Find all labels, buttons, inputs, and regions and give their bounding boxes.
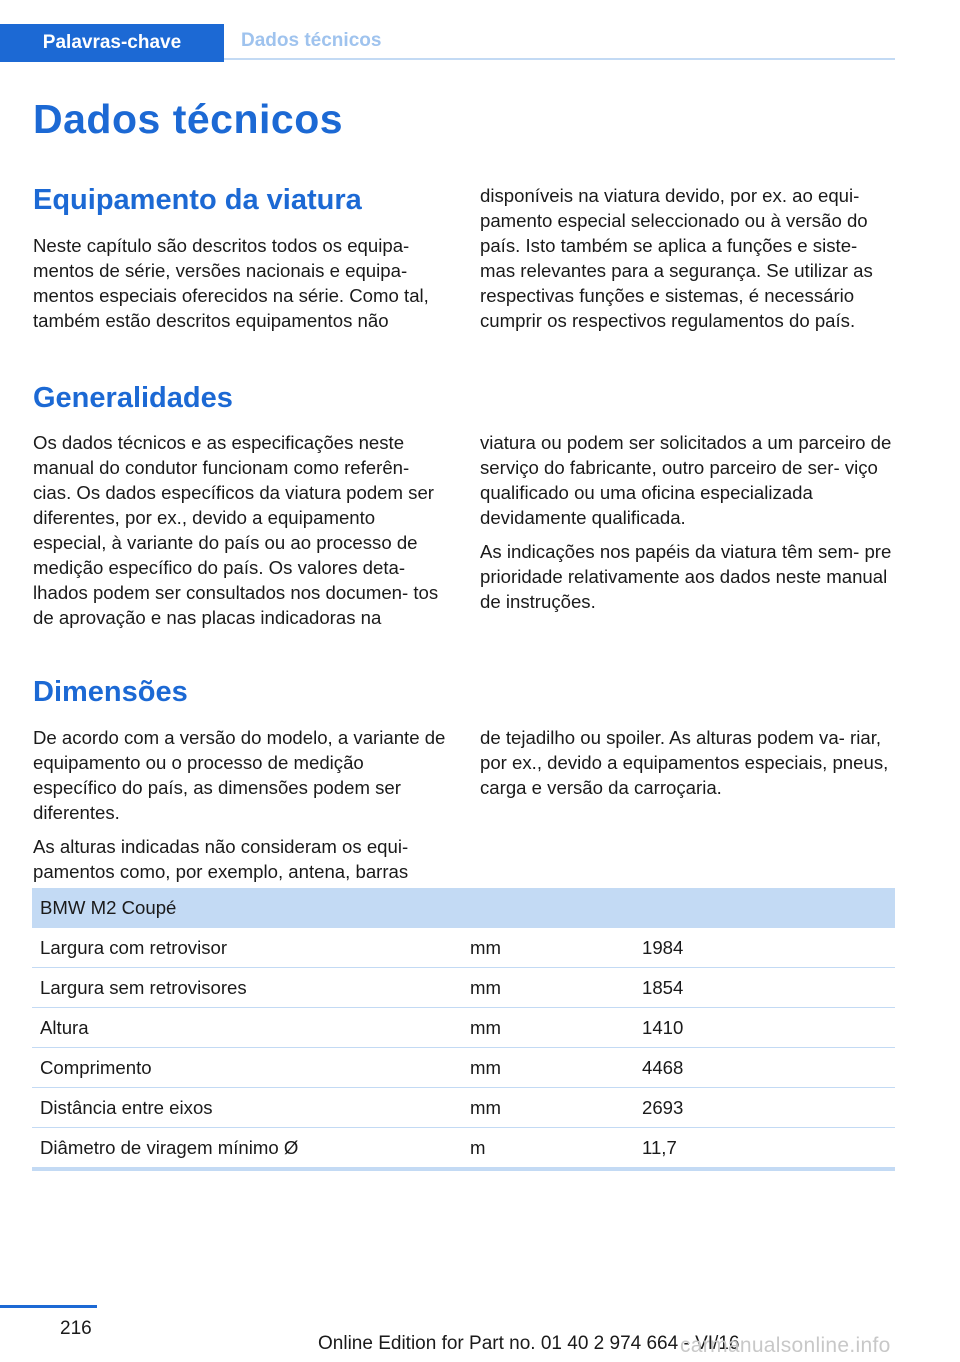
table-row (32, 968, 895, 1008)
row-value: 1984 (634, 928, 895, 968)
row-label: Diâmetro de viragem mínimo Ø (32, 1128, 462, 1170)
row-label: Distância entre eixos (32, 1088, 462, 1128)
row-unit: mm (462, 1048, 634, 1088)
paragraph: viatura ou podem ser solicitados a um parceiro de serviço do fabricante, outro parceiro de ser- viço qualificado ou uma oficina especializada devidamente qualificada. (480, 432, 892, 528)
row-unit: m (462, 1128, 634, 1170)
dimensoes-right-column (480, 725, 895, 809)
table-header-row (32, 888, 895, 928)
paragraph: Os dados técnicos e as especificações neste manual do condutor funcionam como referên- cias. Os dados específicos da viatura podem ser diferentes, por ex., devido a equipamento especial, à variante do país ou ao processo de medição específico do país. Os valores deta- lhados podem ser consultados nos documen- tos de aprovação e nas placas indicadoras na (33, 432, 439, 628)
table-row (32, 1048, 895, 1088)
dimensoes-left-column (33, 725, 448, 893)
row-label: Largura sem retrovisores (32, 968, 462, 1008)
paragraph: disponíveis na viatura devido, por ex. ao equi- pamento especial seleccionado ou à versão do país. Isto também se aplica a funções e siste- mas relevantes para a segurança. Se utilizar as respectivas funções e sistemas, é necessário cumprir os respectivos regulamentos do país. (480, 185, 873, 331)
row-value: 4468 (634, 1048, 895, 1088)
page-title: Dados técnicos (33, 96, 344, 142)
row-value: 2693 (634, 1088, 895, 1128)
equipamento-left-column (33, 233, 448, 342)
paragraph: As alturas indicadas não consideram os equi- pamentos como, por exemplo, antena, barras (33, 836, 409, 882)
generalidades-right-column (480, 430, 895, 623)
row-unit: mm (462, 1088, 634, 1128)
row-label: Altura (32, 1008, 462, 1048)
heading-equipamento: Equipamento da viatura (33, 184, 362, 216)
row-unit: mm (462, 968, 634, 1008)
tab-dados-tecnicos[interactable]: Dados técnicos (224, 24, 895, 60)
tab-palavras-chave[interactable]: Palavras-chave (0, 24, 224, 62)
equipamento-right-column (480, 183, 895, 342)
heading-dimensoes: Dimensões (33, 676, 188, 708)
generalidades-left-column (33, 430, 448, 639)
header-bar (0, 24, 895, 62)
row-unit: mm (462, 928, 634, 968)
table-row (32, 1008, 895, 1048)
table-row (32, 1088, 895, 1128)
table-row (32, 1128, 895, 1170)
page-number: 216 (60, 1318, 92, 1339)
row-label: Comprimento (32, 1048, 462, 1088)
paragraph: De acordo com a versão do modelo, a variante de equipamento ou o processo de medição específico do país, as dimensões podem ser diferentes. (33, 727, 446, 823)
edition-text: Online Edition for Part no. 01 40 2 974 664 - VI/16 (318, 1333, 740, 1354)
watermark: carmanualsonline.info (680, 1334, 891, 1357)
table-header: BMW M2 Coupé (32, 888, 895, 928)
row-label: Largura com retrovisor (32, 928, 462, 968)
row-value: 1410 (634, 1008, 895, 1048)
dimensions-table (32, 888, 895, 1171)
paragraph: de tejadilho ou spoiler. As alturas podem va- riar, por ex., devido a equipamentos especiais, pneus, carga e versão da carroçaria. (480, 727, 889, 798)
row-value: 11,7 (634, 1128, 895, 1170)
page-number-rule (0, 1305, 97, 1308)
row-unit: mm (462, 1008, 634, 1048)
heading-generalidades: Generalidades (33, 382, 233, 414)
paragraph: As indicações nos papéis da viatura têm sem- pre prioridade relativamente aos dados neste manual de instruções. (480, 541, 892, 612)
table-row (32, 928, 895, 968)
paragraph: Neste capítulo são descritos todos os equipa- mentos de série, versões nacionais e equipa- mentos especiais oferecidos na série. Como tal, também estão descritos equipamentos não (33, 235, 429, 331)
row-value: 1854 (634, 968, 895, 1008)
